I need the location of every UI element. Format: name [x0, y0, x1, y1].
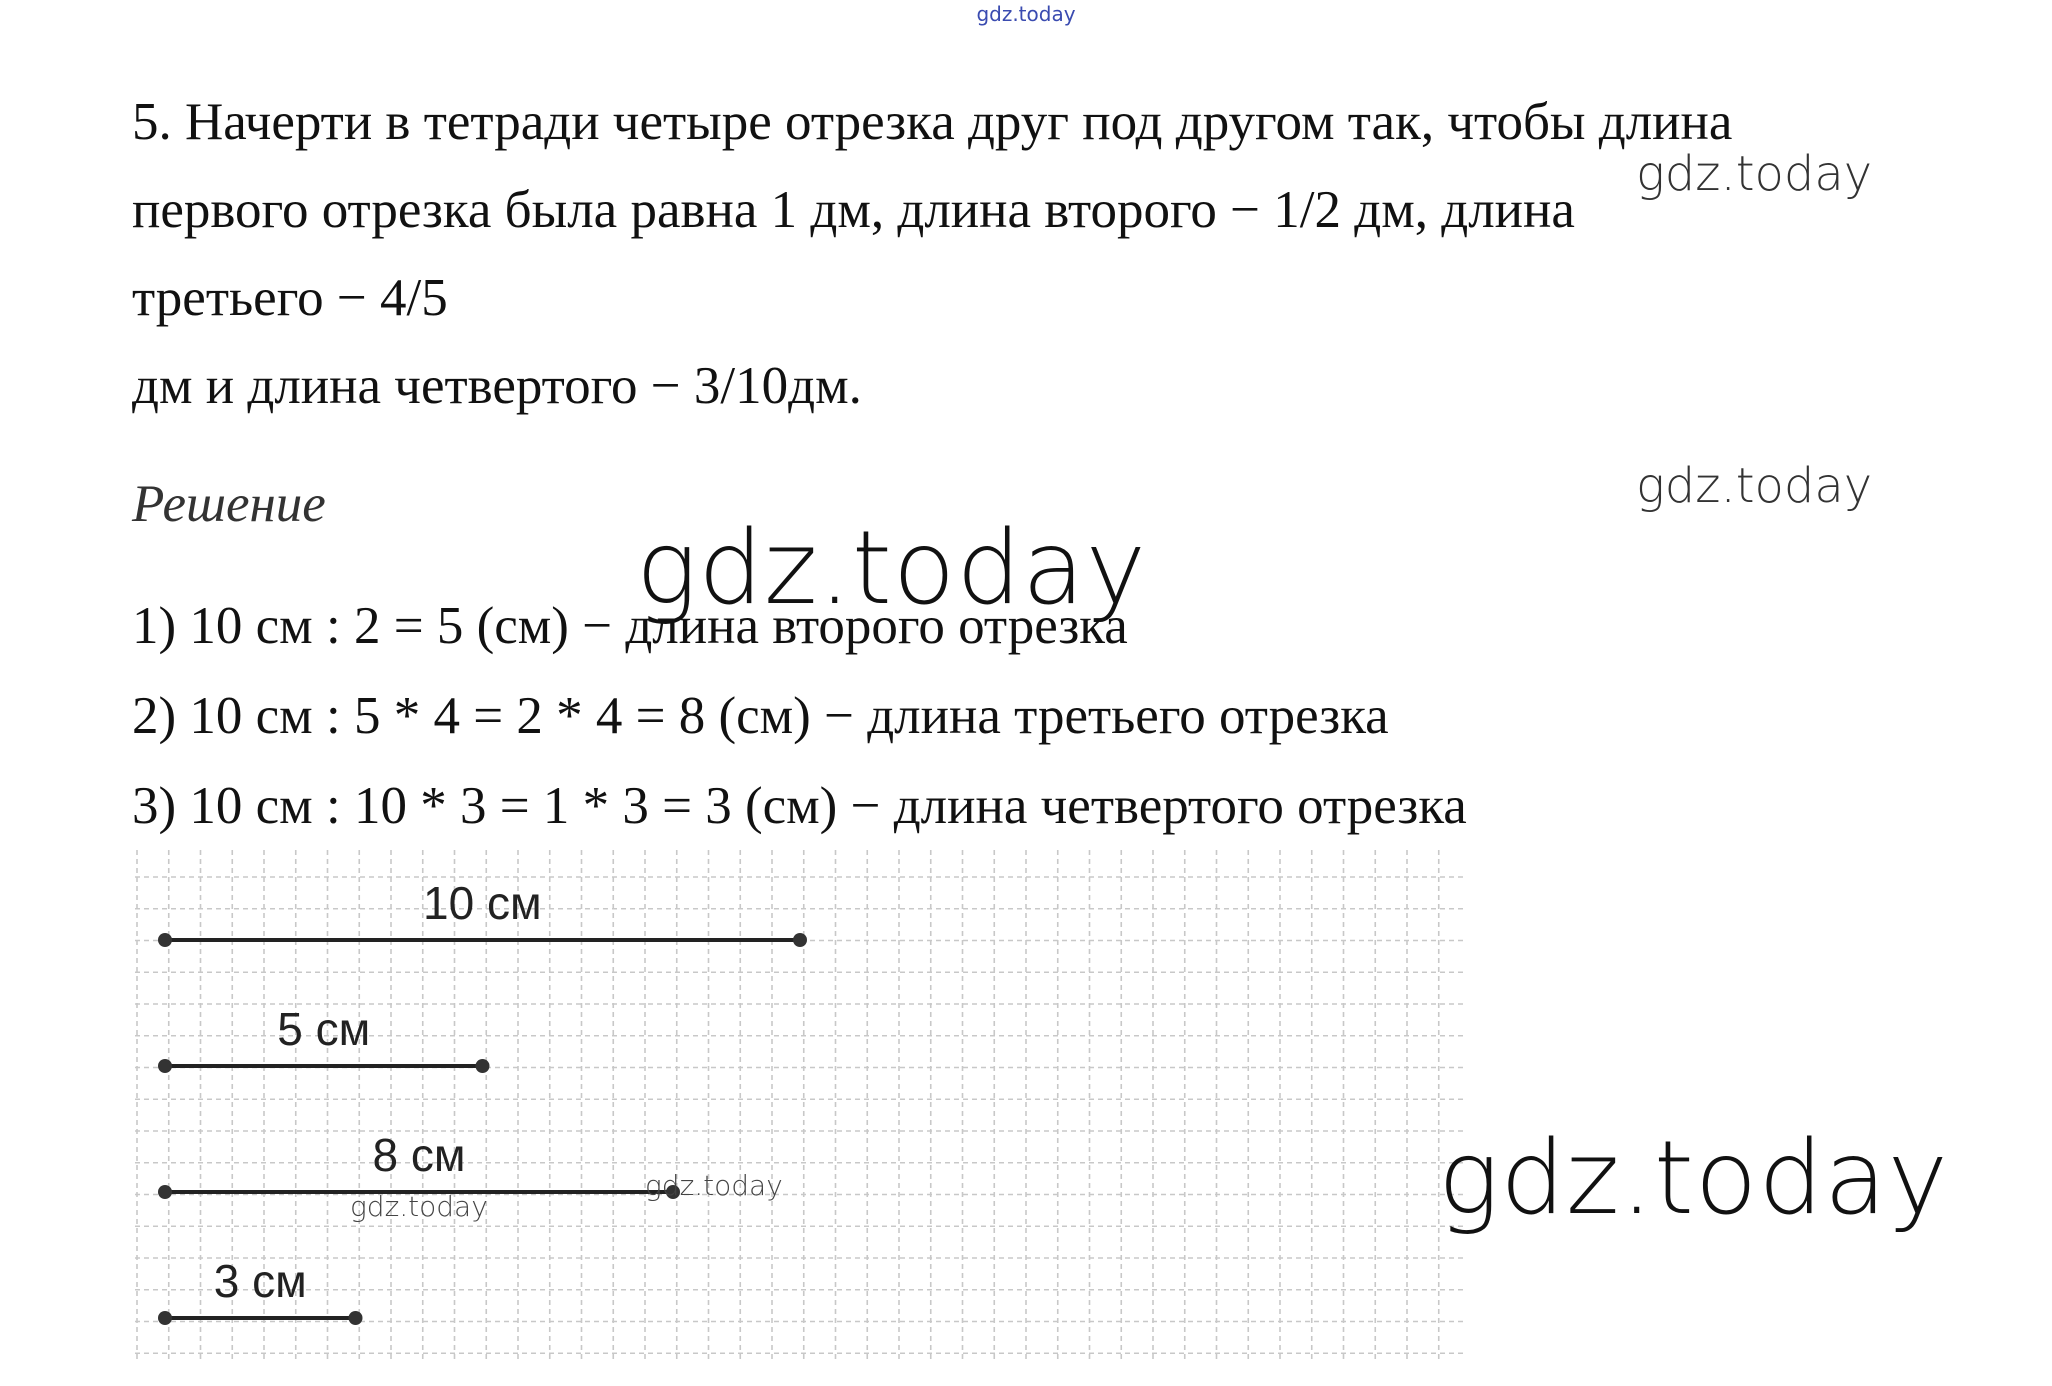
segment-end-point	[349, 1311, 363, 1325]
solution-heading: Решение	[132, 475, 326, 533]
task-text-line-2: первого отрезка была равна 1 дм, длина второго − 1/2 дм, длина	[132, 181, 1575, 239]
segment-end-point	[476, 1059, 490, 1073]
segment-start-point	[158, 1311, 172, 1325]
solution-step-2: 2) 10 см : 5 * 4 = 2 * 4 = 8 (см) − длина третьего отрезка	[132, 687, 1389, 745]
segment-start-point	[158, 1185, 172, 1199]
segment-label: 10 см	[423, 877, 542, 929]
segments-figure	[135, 850, 1465, 1360]
watermark-figure-small-1: gdz.today	[350, 1190, 488, 1223]
segment-end-point	[793, 933, 807, 947]
watermark-right-2: gdz.today	[1636, 458, 1873, 514]
segment-start-point	[158, 1059, 172, 1073]
segment-label: 8 см	[372, 1129, 466, 1181]
task-text-line-1: 5. Начерти в тетради четыре отрезка друг под другом так, чтобы длина	[132, 93, 1733, 151]
solution-step-3: 3) 10 см : 10 * 3 = 1 * 3 = 3 (см) − длина четвертого отрезка	[132, 777, 1467, 835]
task-text-line-4: дм и длина четвертого − 3/10дм.	[132, 357, 862, 415]
task-text-line-3: третьего − 4/5	[132, 269, 448, 327]
segment-label: 5 см	[277, 1003, 371, 1055]
segment-label: 3 см	[213, 1255, 307, 1307]
watermark-right-1: gdz.today	[1636, 146, 1873, 202]
grid-paper	[135, 850, 1465, 1360]
watermark-figure-small-2: gdz.today	[645, 1169, 783, 1202]
segment-start-point	[158, 933, 172, 947]
solution-step-1: 1) 10 см : 2 = 5 (см) − длина второго отрезка	[132, 597, 1128, 655]
watermark-center-big: gdz.today	[636, 509, 1147, 628]
top-watermark: gdz.today	[976, 2, 1076, 26]
watermark-figure-big: gdz.today	[1438, 1119, 1949, 1238]
